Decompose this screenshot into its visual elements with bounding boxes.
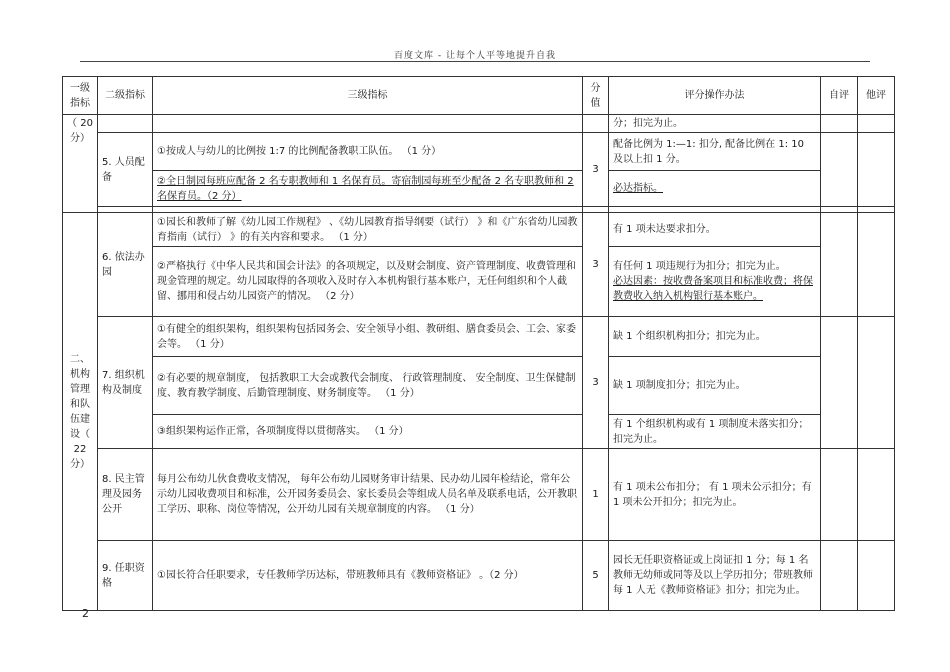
self-eval-cell bbox=[821, 541, 858, 611]
header-divider bbox=[80, 61, 870, 62]
empty-cell bbox=[98, 115, 153, 133]
col-header-level1: 一级指标 bbox=[63, 77, 98, 115]
self-eval-cell bbox=[821, 449, 858, 541]
table-row bbox=[63, 133, 895, 171]
method: 有任何 1 项违规行为扣分；扣完为止。 bbox=[613, 261, 786, 272]
evaluation-table bbox=[62, 76, 895, 611]
score-value: 5 bbox=[583, 541, 609, 611]
col-header-score: 分值 bbox=[583, 77, 609, 115]
item-name: 7. 组织机构及制度 bbox=[98, 317, 153, 449]
method: 有 1 项未公布扣分； 有 1 项未公示扣分；有 1 项未公开扣分；扣完为止。 bbox=[609, 449, 821, 541]
method: 有 1 项未达要求扣分。 bbox=[609, 213, 821, 247]
criterion: ③组织架构运作正常，各项制度得以贯彻落实。 （1 分） bbox=[153, 415, 583, 449]
criterion: ②严格执行《中华人民共和国会计法》的各项规定，以及财会制度、资产管理制度、收费管理和现金管理的规定。幼儿园取得的各项收入及时存入本机构银行基本账户，无任何组织和个人截留、挪用和侵占幼儿园资产的情况。 （2 分） bbox=[153, 247, 583, 317]
other-eval-cell bbox=[858, 541, 895, 611]
criterion: ②有必要的规章制度， 包括教职工大会或教代会制度、 行政管理制度、 安全制度、卫生保健制度、教育教学制度、后勤管理制度、财务制度等。 （1 分） bbox=[153, 357, 583, 415]
method-group bbox=[609, 247, 821, 317]
col-header-method: 评分操作办法 bbox=[609, 77, 821, 115]
method: 缺 1 项制度扣分；扣完为止。 bbox=[609, 357, 821, 415]
score-value: 3 bbox=[583, 317, 609, 449]
method: 有 1 个组织机构或有 1 项制度未落实扣分；扣完为止。 bbox=[609, 415, 821, 449]
other-eval-cell bbox=[858, 449, 895, 541]
empty-cell bbox=[153, 115, 583, 133]
criterion: ①园长和教师了解《幼儿园工作规程》 、《幼儿园教育指导纲要（试行） 》和《广东省幼儿园教育指南（试行） 》的有关内容和要求。 （1 分） bbox=[153, 213, 583, 247]
item-name: 9. 任职资格 bbox=[98, 541, 153, 611]
table-row bbox=[63, 357, 895, 415]
method: 必达指标。 bbox=[609, 171, 821, 207]
method: 配备比例为 1:—1: 扣分, 配备比例在 1: 10 及以上扣 1 分。 bbox=[609, 133, 821, 171]
criterion: 每月公布幼儿伙食费收支情况， 每年公布幼儿园财务审计结果、民办幼儿园年检结论，常年公示幼儿园收费项目和标准，公开园务委员会、家长委员会等组成人员名单及联系电话，公开教职工学历、职称、岗位等情况，公开幼儿园有关规章制度的内容。 （1 分） bbox=[153, 449, 583, 541]
method: 缺 1 个组织机构扣分；扣完为止。 bbox=[609, 317, 821, 357]
criterion: ②全日制园每班应配备 2 名专职教师和 1 名保育员。寄宿制园每班至少配备 2 名专职教师和 2 名保育员。（2 分） bbox=[153, 171, 583, 207]
col-header-level3: 三级指标 bbox=[153, 77, 583, 115]
criterion: ①园长符合任职要求，专任教师学历达标，带班教师具有《教师资格证》 。（2 分） bbox=[153, 541, 583, 611]
table-row bbox=[63, 171, 895, 207]
level1-section2: 二、机构管理和队伍建设（ 22 分） bbox=[63, 213, 98, 611]
empty-cell bbox=[583, 115, 609, 133]
other-eval-cell bbox=[858, 133, 895, 207]
table-row bbox=[63, 415, 895, 449]
col-header-level2: 二级指标 bbox=[98, 77, 153, 115]
level1-section1-cont: （ 20 分） bbox=[63, 115, 98, 213]
method-cont: 分；扣完为止。 bbox=[609, 115, 821, 133]
table-row bbox=[63, 247, 895, 317]
header-row bbox=[63, 77, 895, 115]
table-row bbox=[63, 115, 895, 133]
page-number: 2 bbox=[82, 607, 89, 620]
table-row bbox=[63, 213, 895, 247]
item-name: 6. 依法办园 bbox=[98, 213, 153, 317]
document-header: 百度文库 - 让每个人平等地提升自我 bbox=[394, 51, 556, 61]
other-eval-cell bbox=[858, 213, 895, 317]
self-eval-cell bbox=[821, 317, 858, 449]
table-row bbox=[63, 449, 895, 541]
criterion: ①有健全的组织架构，组织架构包括园务会、安全领导小组、教研组、膳食委员会、工会、家委会等。 （1 分） bbox=[153, 317, 583, 357]
method-required: 必达因素：按收费备案项目和标准收费；将保教费收入纳入机构银行基本账户。 bbox=[613, 276, 813, 302]
score-value: 3 bbox=[583, 133, 609, 207]
item-name: 5. 人员配备 bbox=[98, 133, 153, 207]
method: 园长无任职资格证或上岗证扣 1 分；每 1 名教师无幼师或同等及以上学历扣分；带班教师每 1 人无《教师资格证》扣分；扣完为止。 bbox=[609, 541, 821, 611]
self-eval-cell bbox=[821, 115, 858, 133]
other-eval-cell bbox=[858, 115, 895, 133]
col-header-self-eval: 自评 bbox=[821, 77, 858, 115]
col-header-other-eval: 他评 bbox=[858, 77, 895, 115]
table-row bbox=[63, 317, 895, 357]
self-eval-cell bbox=[821, 213, 858, 317]
self-eval-cell bbox=[821, 133, 858, 207]
score-value: 1 bbox=[583, 449, 609, 541]
table-row bbox=[63, 541, 895, 611]
score-value: 3 bbox=[583, 213, 609, 317]
item-name: 8. 民主管理及园务公开 bbox=[98, 449, 153, 541]
criterion: ①按成人与幼儿的比例按 1:7 的比例配备教职工队伍。 （1 分） bbox=[153, 133, 583, 171]
other-eval-cell bbox=[858, 317, 895, 449]
